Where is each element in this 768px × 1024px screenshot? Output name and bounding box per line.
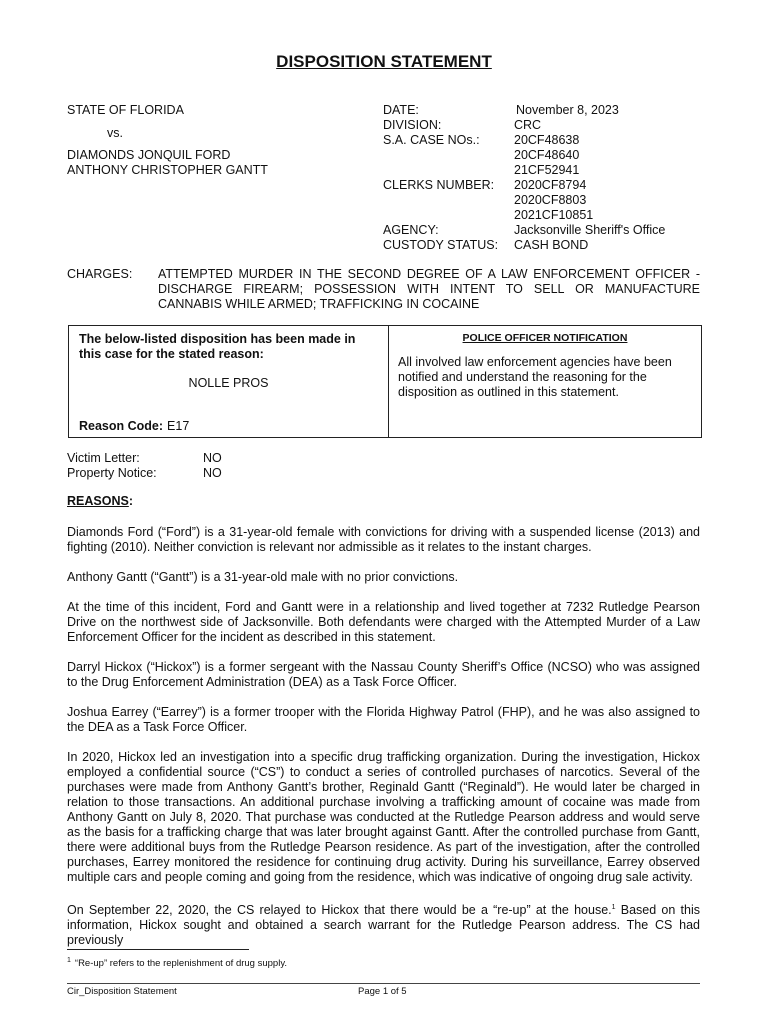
clerks-number-row xyxy=(383,193,665,208)
sa-case-row xyxy=(383,148,665,163)
victim-letter-label: Victim Letter: xyxy=(67,451,140,465)
body-paragraph xyxy=(67,900,700,948)
disposition-heading: The below-listed disposition has been made in this case for the stated reason: xyxy=(79,332,356,361)
charges-block xyxy=(67,267,700,312)
notification-title: POLICE OFFICER NOTIFICATION xyxy=(462,332,628,344)
agency-label: AGENCY: xyxy=(383,223,439,237)
division-label: DIVISION: xyxy=(383,118,442,132)
division-value: CRC xyxy=(514,118,542,132)
notification-body: All involved law enforcement agencies have been notified and understand the reasoning for the disposition as outlined in this statement. xyxy=(398,355,672,399)
body-paragraph: In 2020, Hickox led an investigation into a specific drug trafficking organization. During the investigation, Hickox employed a confidential source (“CS”) to conduct a series of controlled purchases of narcotics. Several of the purchases were made from Anthony Gantt’s brother, Reginald Gantt (“Reginald”). He would later be charged in relation to those transactions. An additional purchase involving a trafficking amount of cocaine was made from Anthony Gantt on July 8, 2020. That purchase was conducted at the Rutledge Pearson address and would serve as the basis for a trafficking charge that was later brought against Gantt. After the controlled purchase from Gantt, there were additional buys from the Rutledge Pearson residence. As part of the investigation, after the controlled purchases, Earrey monitored the residence for continuing drug activity. During his surveillance, Earrey observed multiple cars and people coming and going from the residence, which was indicative of ongoing drug sale activity. xyxy=(67,750,700,884)
clerks-number-label: CLERKS NUMBER: xyxy=(383,178,495,192)
defendant-name: DIAMONDS JONQUIL FORD xyxy=(67,148,231,162)
property-notice-label: Property Notice: xyxy=(67,466,157,480)
victim-letter-row xyxy=(67,451,222,466)
agency-value: Jacksonville Sheriff's Office xyxy=(514,223,666,237)
paragraph-text: Based on this information, Hickox sought and obtained a search warrant for the Rutledge Pearson address. The CS had previously xyxy=(67,903,700,948)
property-notice-row xyxy=(67,466,222,481)
body-paragraph: Joshua Earrey (“Earrey”) is a former trooper with the Florida Highway Patrol (FHP), and he was also assigned to the DEA as a Task Force Officer. xyxy=(67,705,700,734)
footer-divider xyxy=(67,983,700,984)
parties-block xyxy=(67,103,268,178)
footer-page-number: Page 1 of 5 xyxy=(358,986,407,997)
sa-case-value: 21CF52941 xyxy=(514,163,580,177)
disposition-box xyxy=(68,325,702,438)
notification-cell xyxy=(389,326,701,437)
charges-label: CHARGES: xyxy=(67,267,133,281)
date-value: November 8, 2023 xyxy=(516,103,619,117)
body-paragraph: Diamonds Ford (“Ford”) is a 31-year-old female with convictions for driving with a suspended license (2013) and fighting (2010). Neither conviction is relevant nor admissible as it relates to the instant charges. xyxy=(67,525,700,554)
sa-case-value: 20CF48638 xyxy=(514,133,580,147)
charges-text: ATTEMPTED MURDER IN THE SECOND DEGREE OF A LAW ENFORCEMENT OFFICER - DISCHARGE FIREARM; POSSESSION WITH INTENT TO SELL OR MANUFACTURE CANNABIS WHILE ARMED; TRAFFICKING IN COCAINE xyxy=(158,267,700,311)
footer-document-name: Cir_Disposition Statement xyxy=(67,986,177,997)
division-row xyxy=(383,118,665,133)
date-label: DATE: xyxy=(383,103,419,117)
property-notice-value: NO xyxy=(203,466,222,480)
state-name: STATE OF FLORIDA xyxy=(67,103,184,117)
footnote-text: “Re-up” refers to the replenishment of drug supply. xyxy=(74,958,288,970)
victim-letter-value: NO xyxy=(203,451,222,465)
sa-case-label: S.A. CASE NOs.: xyxy=(383,133,480,147)
clerks-number-row xyxy=(383,178,665,193)
custody-status-row xyxy=(383,238,665,253)
custody-status-value: CASH BOND xyxy=(514,238,589,252)
custody-status-label: CUSTODY STATUS: xyxy=(383,238,499,252)
versus-label: vs. xyxy=(107,126,123,140)
reason-code xyxy=(79,419,189,433)
sa-case-row xyxy=(383,133,665,148)
reasons-heading-text: REASONS xyxy=(67,494,129,508)
clerks-number-value: 2020CF8794 xyxy=(514,178,587,192)
document-title: DISPOSITION STATEMENT xyxy=(276,52,492,71)
agency-row xyxy=(383,223,665,238)
body-paragraph: Darryl Hickox (“Hickox”) is a former sergeant with the Nassau County Sheriff’s Office (NCSO) who was assigned to the Drug Enforcement Administration (DEA) as a Task Force Officer. xyxy=(67,660,700,689)
body-paragraph: Anthony Gantt (“Gantt”) is a 31-year-old male with no prior convictions. xyxy=(67,570,459,584)
footnote xyxy=(67,957,287,969)
reason-code-value: E17 xyxy=(167,419,190,433)
footnote-reference: 1 xyxy=(611,904,616,911)
reasons-heading-colon: : xyxy=(128,494,133,508)
disposition-cell xyxy=(69,326,389,437)
footnote-number: 1 xyxy=(67,957,71,964)
paragraph-text: On September 22, 2020, the CS relayed to Hickox that there would be a “re-up” at the house. xyxy=(67,903,612,918)
defendant-name: ANTHONY CHRISTOPHER GANTT xyxy=(67,163,268,177)
footnote-divider xyxy=(67,949,249,950)
sa-case-row xyxy=(383,163,665,178)
sa-case-value: 20CF48640 xyxy=(514,148,580,162)
case-info-block xyxy=(383,103,665,253)
body-paragraph: At the time of this incident, Ford and Gantt were in a relationship and lived together at 7232 Rutledge Pearson Drive on the northwest side of Jacksonville. Both defendants were charged with the Attempted Murder of a Law Enforcement Officer for the incident as described in this statement. xyxy=(67,600,700,644)
reason-code-label: Reason Code: xyxy=(79,419,164,433)
reasons-heading xyxy=(67,494,133,508)
clerks-number-row xyxy=(383,208,665,223)
disposition-value: NOLLE PROS xyxy=(188,376,269,390)
clerks-number-value: 2020CF8803 xyxy=(514,193,587,207)
date-row xyxy=(383,103,665,118)
notices-block xyxy=(67,451,222,481)
clerks-number-value: 2021CF10851 xyxy=(514,208,594,222)
